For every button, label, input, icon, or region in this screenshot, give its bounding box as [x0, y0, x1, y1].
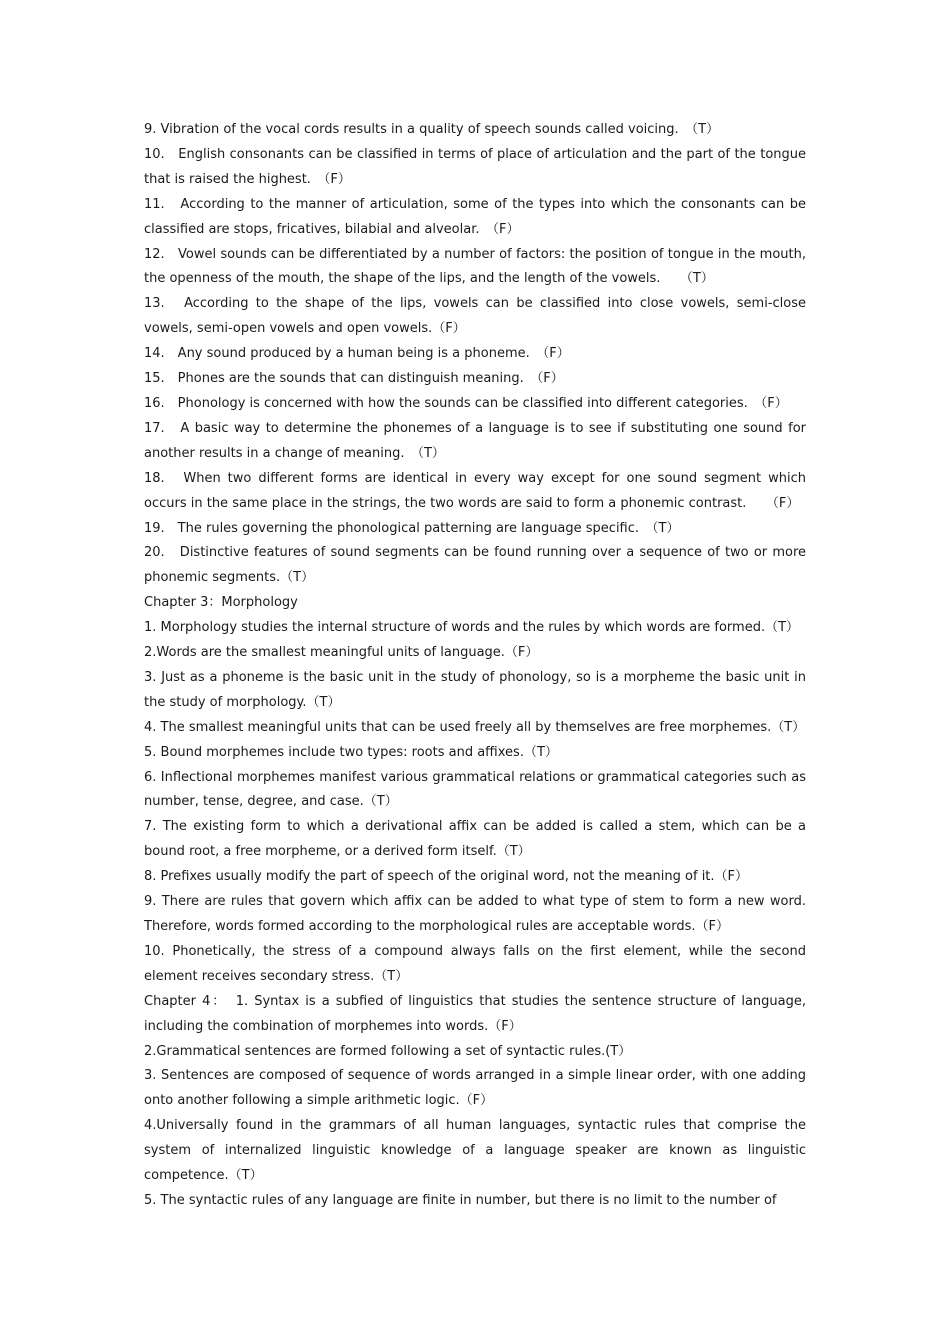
question-18-phonetics: 18. When two different forms are identical in every way except for one sound segment which occurs in the same place in the strings, the two words are said to form a phonemic contrast. （F） [144, 470, 806, 511]
question-8-morphology: 8. Prefixes usually modify the part of speech of the original word, not the meaning of it.（F） [144, 869, 749, 885]
question-3-syntax: 3. Sentences are composed of sequence of words arranged in a simple linear order, with one adding onto another following a simple arithmetic logic.（F） [144, 1068, 806, 1109]
chapter-3-heading: Chapter 3：Morphology [144, 595, 298, 611]
question-2-morphology: 2.Words are the smallest meaningful units of language.（F） [144, 645, 539, 661]
question-4-morphology: 4. The smallest meaningful units that can be used freely all by themselves are free morphemes.（T） [144, 719, 806, 735]
chapter-4-question-1-syntax: Chapter 4： 1. Syntax is a subfied of linguistics that studies the sentence structure of language, including the combination of morphemes into words.（F） [144, 993, 806, 1034]
document-page [144, 118, 806, 1214]
question-16-phonetics: 16. Phonology is concerned with how the sounds can be classified into different categories. （F） [144, 395, 788, 411]
question-13-phonetics: 13. According to the shape of the lips, vowels can be classified into close vowels, semi-close vowels, semi-open vowels and open vowels.（F） [144, 296, 806, 337]
question-11-phonetics: 11. According to the manner of articulation, some of the types into which the consonants can be classified are stops, fricatives, bilabial and alveolar. （F） [144, 196, 806, 237]
question-19-phonetics: 19. The rules governing the phonological patterning are language specific. （T） [144, 520, 680, 536]
question-5-syntax: 5. The syntactic rules of any language are finite in number, but there is no limit to the number of [144, 1192, 777, 1208]
question-3-morphology: 3. Just as a phoneme is the basic unit in the study of phonology, so is a morpheme the basic unit in the study of morphology.（T） [144, 669, 806, 710]
question-14-phonetics: 14. Any sound produced by a human being is a phoneme. （F） [144, 346, 570, 362]
question-5-morphology: 5. Bound morphemes include two types: roots and affixes.（T） [144, 744, 558, 760]
question-4-syntax: 4.Universally found in the grammars of all human languages, syntactic rules that comprise the system of internalized linguistic knowledge of a language speaker are known as linguistic competence.（T） [144, 1118, 806, 1184]
question-9-morphology: 9. There are rules that govern which affix can be added to what type of stem to form a new word. Therefore, words formed according to the morphological rules are acceptable words.（F） [144, 894, 806, 934]
question-12-phonetics: 12. Vowel sounds can be differentiated by a number of factors: the position of tongue in the mouth, the openness of the mouth, the shape of the lips, and the length of the vowels. （T） [144, 246, 806, 287]
question-9-phonetics: 9. Vibration of the vocal cords results in a quality of speech sounds called voicing. （T） [144, 122, 720, 137]
question-17-phonetics: 17. A basic way to determine the phonemes of a language is to see if substituting one sound for another results in a change of meaning. （T） [144, 420, 806, 461]
question-7-morphology: 7. The existing form to which a derivational affix can be added is called a stem, which can be a bound root, a free morpheme, or a derived form itself.（T） [144, 819, 806, 860]
question-10-phonetics: 10. English consonants can be classified in terms of place of articulation and the part of the tongue that is raised the highest. （F） [144, 146, 806, 187]
question-10-morphology: 10. Phonetically, the stress of a compound always falls on the first element, while the second element receives secondary stress.（T） [144, 943, 806, 984]
question-15-phonetics: 15. Phones are the sounds that can distinguish meaning. （F） [144, 371, 564, 387]
question-20-phonetics: 20. Distinctive features of sound segments can be found running over a sequence of two or more phonemic segments.（T） [144, 545, 806, 586]
question-6-morphology: 6. Inflectional morphemes manifest various grammatical relations or grammatical categories such as number, tense, degree, and case.（T） [144, 769, 806, 810]
question-2-syntax: 2.Grammatical sentences are formed following a set of syntactic rules.(T） [144, 1043, 632, 1059]
question-1-morphology: 1. Morphology studies the internal structure of words and the rules by which words are formed.（T） [144, 620, 800, 636]
